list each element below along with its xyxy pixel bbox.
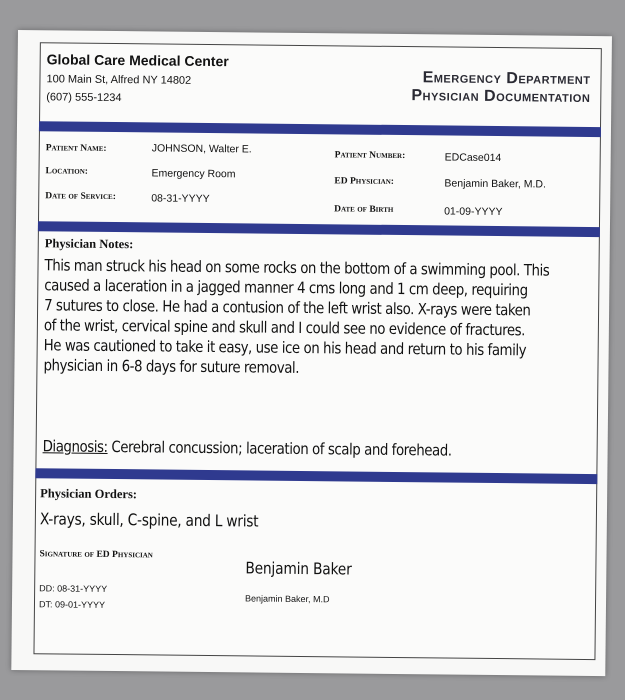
handwritten-signature: Benjamin Baker <box>245 558 352 579</box>
diagnosis-text: Cerebral concussion; laceration of scalp and forehead. <box>111 438 452 460</box>
title-line-1: Emergency Department <box>422 69 591 88</box>
date-of-birth-label: Date of Birth <box>334 204 394 215</box>
physician-notes-text <box>43 255 595 381</box>
diagnosis-label: Diagnosis: <box>42 437 108 456</box>
physician-orders-text: X-rays, skull, C-spine, and L wrist <box>39 509 259 531</box>
patient-number-label: Patient Number: <box>334 150 406 162</box>
documentation-form <box>33 42 601 660</box>
date-of-service: 08-31-YYYY <box>151 192 210 206</box>
physician-notes-title: Physician Notes: <box>44 236 134 252</box>
date-dictated: DD: 08-31-YYYY <box>39 583 108 594</box>
section-divider <box>38 221 600 237</box>
notes-line: He was cautioned to take it easy, use ice on his head and return to his family <box>43 336 527 360</box>
document-title <box>411 69 590 107</box>
ed-physician: Benjamin Baker, M.D. <box>444 177 547 191</box>
notes-line: physician in 6-8 days for suture removal. <box>43 356 300 377</box>
signature-label: Signature of ED Physician <box>39 549 153 561</box>
date-of-service-label: Date of Service: <box>45 191 116 203</box>
notes-line: 7 sutures to close. He had a contusion of the left wrist also. X-rays were taken <box>44 296 531 320</box>
printed-physician-name: Benjamin Baker, M.D <box>245 593 330 605</box>
notes-line: This man struck his head on some rocks on the bottom of a swimming pool. This <box>44 256 550 280</box>
diagnosis-line <box>43 436 594 462</box>
section-divider <box>35 468 597 484</box>
org-block <box>46 51 229 105</box>
location: Emergency Room <box>151 167 236 181</box>
physician-orders-title: Physician Orders: <box>40 486 138 502</box>
date-transcribed: DT: 09-01-YYYY <box>38 599 106 610</box>
patient-name: JOHNSON, Walter E. <box>151 142 252 156</box>
location-label: Location: <box>45 166 89 177</box>
ed-physician-label: ED Physician: <box>334 176 395 187</box>
date-of-birth: 01-09-YYYY <box>444 205 503 219</box>
notes-line: caused a laceration in a jagged manner 4 cms long and 1 cm deep, requiring <box>44 276 528 300</box>
patient-number: EDCase014 <box>444 151 502 165</box>
section-divider <box>39 121 601 137</box>
document-page <box>11 30 612 676</box>
title-line-2: Physician Documentation <box>411 87 591 106</box>
notes-line: of the wrist, cervical spine and skull and I could see no evidence of fractures. <box>43 316 526 340</box>
org-name: Global Care Medical Center <box>46 51 229 70</box>
patient-name-label: Patient Name: <box>45 143 107 154</box>
org-phone: (607) 555-1234 <box>46 91 122 105</box>
org-address: 100 Main St, Alfred NY 14802 <box>46 73 192 87</box>
